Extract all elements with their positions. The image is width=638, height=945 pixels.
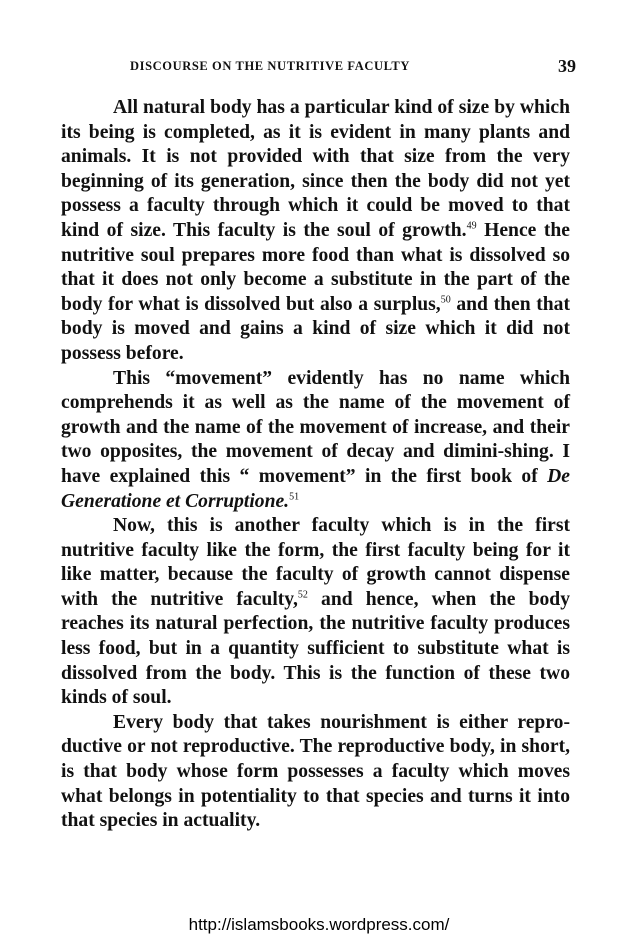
footer-url: http://islamsbooks.wordpress.com/	[188, 915, 450, 934]
paragraph-text: Every body that takes nourishment is either repro-ductive or not reproductive. The reproductive body, in short, is that body whose form possesses a faculty which moves what belongs in potentiality to that species and turns it into that species in actuality.	[61, 711, 570, 832]
paragraph	[61, 711, 570, 834]
paragraph-text: Hence the nutritive soul prepares more food than what is dissolved so that it does not only become a substitute in the part of the body for what is dissolved but also a surplus,	[61, 219, 570, 315]
running-title: DISCOURSE ON THE NUTRITIVE FACULTY	[130, 59, 410, 73]
footnote-ref: 50	[440, 294, 451, 306]
footnote-ref: 52	[297, 589, 308, 601]
paragraph-text: and hence, when the body reaches its natural perfection, the nutritive faculty produces less food, but in a quantity sufficient to substitute what is dissolved from the body. This is the function of these two kinds of soul.	[61, 588, 571, 709]
body-text	[61, 96, 570, 834]
paragraph	[61, 96, 570, 367]
book-title: De Generatione et Corruptione.	[61, 465, 570, 512]
footnote-ref: 51	[289, 490, 300, 502]
paragraph	[61, 367, 570, 515]
paragraph-text: Now, this is another faculty which is in the first nutritive faculty like the form, the first faculty being for it like matter, because the faculty of growth cannot dispense with the nutritive faculty,	[61, 515, 570, 610]
page-number: 39	[558, 56, 576, 76]
paragraph-text: This “movement” evidently has no name which comprehends it as well as the name of the movement of growth and the name of the movement of increase, and their two opposites, the movement of decay and dimini-shing. I have explained this “ movement” in the first book of	[61, 367, 570, 487]
paragraph-text: and then that body is moved and gains a kind of size which it did not possess before.	[61, 293, 570, 364]
paragraph-text: All natural body has a particular kind of size by which its being is completed, as it is evident in many plants and animals. It is not provided with that size from the very beginning of its generation, since then the body did not yet possess a faculty through which it could be moved to that kind of size. This faculty is the soul of growth.	[61, 97, 570, 241]
footnote-ref: 49	[466, 220, 477, 232]
paragraph	[61, 514, 570, 711]
